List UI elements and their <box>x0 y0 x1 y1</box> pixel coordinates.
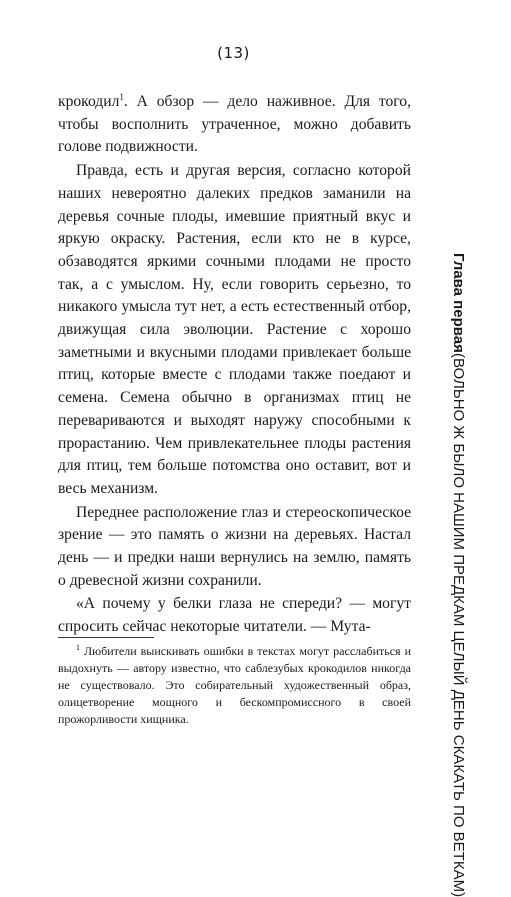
page-number: (13) <box>217 44 250 62</box>
paragraph-2: Правда, есть и другая версия, согласно которой наших невероятно далеких предков заманили на деревья сочные плоды, имевшие приятный вкус и яркую окраску. Растения, если кто не в курсе, обзаводятся яркими сочными плодами не просто так, а с умыслом. Ну, если говорить серьезно, то никакого умысла тут нет, а есть естественный отбор, движущая сила эволюции. Растение с хорошо заметными и вкусными плодами привлекает больше птиц, которые вместе с плодами также поедают и семена. Семена обычно в организмах птиц не перевариваются и выходят наружу способными к прорастанию. Чем привлекательнее плоды растения для птиц, тем больше потомства оно оставит, вот и весь механизм. <box>58 162 411 497</box>
paragraph-1-start: крокодил <box>58 93 120 110</box>
footnote-marker: 1 <box>76 643 80 652</box>
running-head-chapter: Глава первая <box>450 253 467 353</box>
running-head <box>437 253 467 897</box>
footnote-reference: 1 <box>119 91 124 102</box>
running-head-title: (ВОЛЬНО Ж БЫЛО НАШИМ ПРЕДКАМ ЦЕЛЫЙ ДЕНЬ СКАКАТЬ ПО ВЕТКАМ) <box>450 352 467 897</box>
footnote-divider <box>58 637 154 638</box>
paragraph-4: «А почему у белки глаза не спереди? — могут спросить сейчас некоторые читатели. — Мута- <box>58 595 411 636</box>
footnote <box>58 643 411 728</box>
paragraph-3: Переднее расположение глаз и стереоскопическое зрение — это память о жизни на деревьях. Настал день — и предки наши вернулись на землю, память о древесной жизни сохранили. <box>58 503 411 589</box>
paragraph-1 <box>58 91 411 159</box>
paragraph-1-rest: . А обзор — дело наживное. Для того, чтобы восполнить утраченное, можно добавить голове подвижности. <box>58 93 411 156</box>
footnote-text: Любители выискивать ошибки в текстах могут расслабиться и выдохнуть — автору известно, что саблезубых крокодилов никогда не существовало. Это собирательный художественный образ, олицетворение мощного и бескомпромиссного в своей прожорливости хищника. <box>58 644 411 726</box>
body-text <box>58 91 411 639</box>
